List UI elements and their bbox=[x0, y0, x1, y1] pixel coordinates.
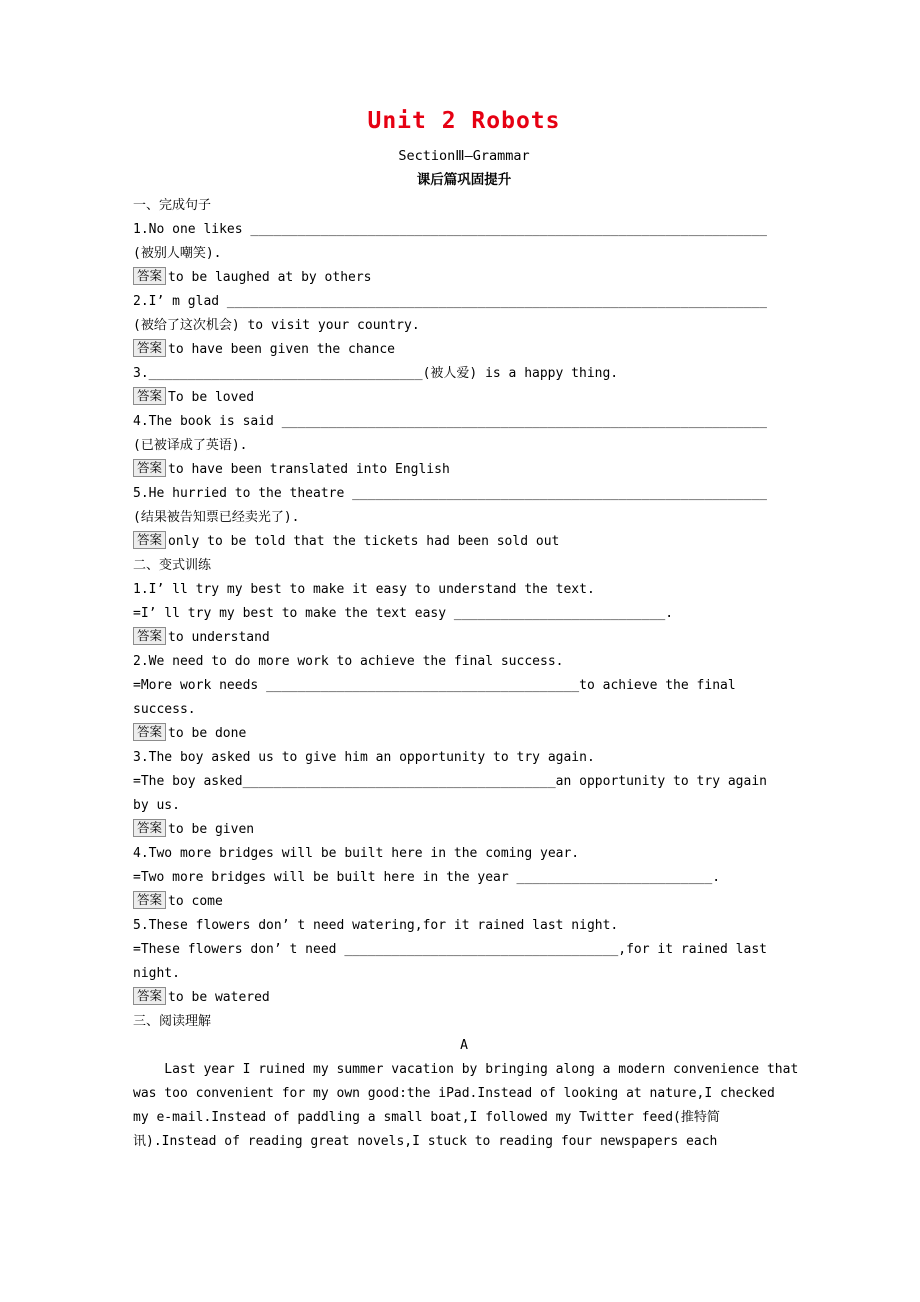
section-1-heading bbox=[133, 194, 795, 218]
doc-line bbox=[133, 938, 795, 962]
text-run: (结果被告知票已经卖光了). bbox=[133, 510, 300, 525]
text-run: 5.These flowers don’ t need watering,for it rained last night. bbox=[133, 918, 619, 933]
fill-in-blank: ___________________________________ bbox=[148, 366, 423, 381]
doc-line bbox=[133, 362, 795, 386]
text-run: 3.The boy asked us to give him an opportunity to try again. bbox=[133, 750, 595, 765]
text-run: 三、阅读理解 bbox=[133, 1014, 212, 1029]
text-run: to be given bbox=[168, 822, 255, 837]
text-run: my e-mail.Instead of paddling a small boat,I followed my Twitter feed(推特简 bbox=[133, 1110, 720, 1125]
text-run: 一、完成句子 bbox=[133, 198, 212, 213]
text-run: 2.We need to do more work to achieve the final success. bbox=[133, 654, 564, 669]
answer-box-label: 答案 bbox=[133, 387, 166, 405]
text-run: (已被译成了英语). bbox=[133, 438, 248, 453]
doc-line bbox=[133, 770, 795, 794]
text-run: to have been given the chance bbox=[168, 342, 395, 357]
fill-in-blank: _____________________________________________________________________ bbox=[226, 294, 767, 309]
doc-line bbox=[133, 242, 795, 266]
text-run: ,for it rained last bbox=[618, 942, 767, 957]
doc-line bbox=[133, 1106, 795, 1130]
text-run: 二、变式训练 bbox=[133, 558, 212, 573]
document-body bbox=[133, 194, 799, 1154]
fill-in-blank: _____________________________________________________ bbox=[352, 486, 767, 501]
text-run: =The boy asked bbox=[133, 774, 243, 789]
doc-line bbox=[133, 434, 795, 458]
doc-line bbox=[133, 818, 795, 842]
text-run: (被人爱) is a happy thing. bbox=[422, 366, 619, 381]
doc-line bbox=[133, 338, 795, 362]
answer-box-label: 答案 bbox=[133, 627, 166, 645]
section-subtitle: SectionⅢ—Grammar bbox=[398, 148, 530, 164]
text-run: 4.Two more bridges will be built here in the coming year. bbox=[133, 846, 580, 861]
text-run: to be watered bbox=[168, 990, 270, 1005]
doc-line bbox=[133, 314, 795, 338]
text-run: A bbox=[460, 1038, 468, 1053]
text-run: only to be told that the tickets had been sold out bbox=[168, 534, 560, 549]
text-run: . bbox=[665, 606, 674, 621]
text-run: Last year I ruined my summer vacation by bringing along a modern convenience that bbox=[133, 1062, 799, 1077]
text-run: to be done bbox=[168, 726, 247, 741]
doc-line bbox=[133, 1082, 795, 1106]
doc-line bbox=[133, 530, 795, 554]
doc-line bbox=[133, 650, 795, 674]
text-run: . bbox=[712, 870, 721, 885]
text-run: 3. bbox=[133, 366, 149, 381]
doc-line bbox=[133, 842, 795, 866]
text-run: =Two more bridges will be built here in the year bbox=[133, 870, 517, 885]
doc-line bbox=[133, 266, 795, 290]
text-run: by us. bbox=[133, 798, 180, 813]
doc-line bbox=[133, 722, 795, 746]
doc-line bbox=[133, 578, 795, 602]
doc-line bbox=[133, 626, 795, 650]
doc-line bbox=[133, 506, 795, 530]
doc-line bbox=[133, 674, 795, 698]
doc-line bbox=[133, 1058, 799, 1082]
text-run: to achieve the final bbox=[579, 678, 736, 693]
doc-line bbox=[133, 218, 795, 242]
doc-line bbox=[133, 986, 795, 1010]
section-3-heading bbox=[133, 1010, 795, 1034]
doc-line bbox=[133, 290, 795, 314]
text-run: to be laughed at by others bbox=[168, 270, 372, 285]
fill-in-blank: __________________________________________________________________ bbox=[250, 222, 767, 237]
text-run: =More work needs bbox=[133, 678, 267, 693]
lesson-tagline: 课后篇巩固提升 bbox=[416, 172, 512, 188]
doc-line bbox=[133, 962, 795, 986]
doc-line bbox=[133, 890, 795, 914]
answer-box-label: 答案 bbox=[133, 891, 166, 909]
doc-line bbox=[133, 458, 795, 482]
answer-box-label: 答案 bbox=[133, 531, 166, 549]
answer-box-label: 答案 bbox=[133, 267, 166, 285]
fill-in-blank: ________________________________________ bbox=[266, 678, 580, 693]
fill-in-blank: _________________________ bbox=[516, 870, 713, 885]
text-run: 5.He hurried to the theatre bbox=[133, 486, 353, 501]
text-run: =I’ ll try my best to make the text easy bbox=[133, 606, 454, 621]
answer-box-label: 答案 bbox=[133, 987, 166, 1005]
text-run: night. bbox=[133, 966, 180, 981]
text-run: was too convenient for my own good:the iPad.Instead of looking at nature,I checked bbox=[133, 1086, 775, 1101]
doc-line bbox=[133, 386, 795, 410]
text-run: 4.The book is said bbox=[133, 414, 282, 429]
fill-in-blank: ________________________________________ bbox=[242, 774, 556, 789]
text-run: 讯).Instead of reading great novels,I stuck to reading four newspapers each bbox=[133, 1134, 718, 1149]
doc-line bbox=[133, 866, 795, 890]
answer-box-label: 答案 bbox=[133, 723, 166, 741]
fill-in-blank: ______________________________________________________________ bbox=[281, 414, 767, 429]
doc-line bbox=[133, 410, 795, 434]
answer-box-label: 答案 bbox=[133, 459, 166, 477]
doc-line bbox=[133, 914, 795, 938]
doc-line bbox=[133, 602, 795, 626]
section-2-heading bbox=[133, 554, 795, 578]
text-run: 1.No one likes bbox=[133, 222, 251, 237]
doc-line bbox=[133, 1130, 795, 1154]
doc-line bbox=[133, 698, 795, 722]
fill-in-blank: ___________________________________ bbox=[344, 942, 619, 957]
text-run: 2.I’ m glad bbox=[133, 294, 227, 309]
passage-label bbox=[133, 1034, 795, 1058]
answer-box-label: 答案 bbox=[133, 339, 166, 357]
text-run: (被给了这次机会) to visit your country. bbox=[133, 318, 420, 333]
text-run: 1.I’ ll try my best to make it easy to understand the text. bbox=[133, 582, 595, 597]
page-title: Unit 2 Robots bbox=[367, 108, 561, 134]
answer-box-label: 答案 bbox=[133, 819, 166, 837]
doc-line bbox=[133, 482, 795, 506]
text-run: to have been translated into English bbox=[168, 462, 450, 477]
fill-in-blank: ___________________________ bbox=[453, 606, 666, 621]
text-run: (被别人嘲笑). bbox=[133, 246, 222, 261]
doc-line bbox=[133, 746, 795, 770]
text-run: To be loved bbox=[168, 390, 255, 405]
text-run: to understand bbox=[168, 630, 270, 645]
doc-line bbox=[133, 794, 795, 818]
text-run: an opportunity to try again bbox=[555, 774, 767, 789]
text-run: success. bbox=[133, 702, 196, 717]
text-run: =These flowers don’ t need bbox=[133, 942, 345, 957]
text-run: to come bbox=[168, 894, 223, 909]
